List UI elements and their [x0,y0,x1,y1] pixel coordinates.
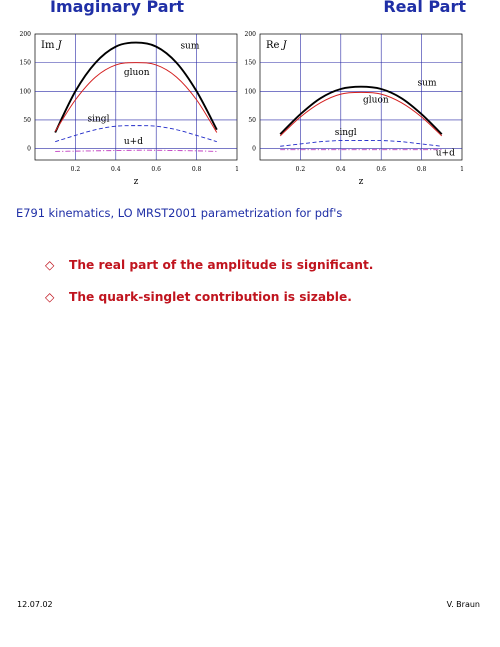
panel-label [266,40,288,51]
real-part-chart [230,30,470,190]
series-label-gluon: gluon [363,95,389,106]
y-tick-label: 50 [23,116,31,124]
panel-label [41,40,63,51]
y-tick-label: 150 [244,59,256,67]
series-label-u-d: u+d [123,136,143,147]
series-label-sum: sum [180,41,200,52]
series-line-u-d [55,150,217,151]
y-tick-label: 100 [244,88,256,96]
series-line-sum [280,87,442,135]
x-tick-label: 0.8 [191,166,202,173]
x-tick-label: 0.8 [416,166,427,173]
bullet-quark-singlet [45,290,352,304]
diamond-bullet-icon: ◇ [45,258,55,272]
x-tick-label: 0.2 [70,166,81,173]
y-tick-label: 50 [248,116,256,124]
footer-date: 12.07.02 [17,600,53,609]
footer-author: V. Braun [446,600,480,609]
panel-label-symbol: J [57,40,62,51]
y-tick-label: 200 [19,31,31,38]
x-tick-label: 1 [235,166,239,173]
real-part-title: Real Part [383,0,466,16]
x-tick-label: 0.6 [376,166,386,173]
series-label-singl: singl [87,114,110,125]
plot-frame [260,34,462,160]
x-tick-label: 1 [460,166,464,173]
y-tick-label: 200 [244,31,256,38]
panel-label-prefix: Im [41,40,58,51]
imaginary-part-title: Imaginary Part [50,0,185,16]
y-tick-label: 100 [19,88,31,96]
series-line-sum [55,43,217,133]
series-label-gluon: gluon [123,68,150,79]
series-line-singl [280,140,442,146]
series-label-u-d: u+d [435,148,455,159]
series-label-sum: sum [417,78,437,89]
series-line-gluon [280,92,442,136]
y-tick-label: 150 [19,59,31,67]
x-tick-label: 0.6 [151,166,161,173]
y-tick-label: 0 [27,145,31,153]
panel-label-symbol: J [282,40,287,51]
bullet-real-part [45,258,373,272]
bullet-text: The quark-singlet contribution is sizable. [69,290,352,304]
x-axis-label: z [133,177,139,187]
panel-label-prefix: Re [266,40,283,51]
x-tick-label: 0.2 [295,166,306,173]
x-tick-label: 0.4 [111,166,121,173]
bullet-text: The real part of the amplitude is significant. [69,258,374,272]
series-label-singl: singl [334,127,357,138]
diamond-bullet-icon: ◇ [45,290,55,304]
y-tick-label: 0 [252,145,256,153]
x-tick-label: 0.4 [336,166,346,173]
x-axis-label: z [358,177,364,187]
kinematics-caption: E791 kinematics, LO MRST2001 parametrization for pdf's [16,206,343,220]
imaginary-part-chart [5,30,245,190]
